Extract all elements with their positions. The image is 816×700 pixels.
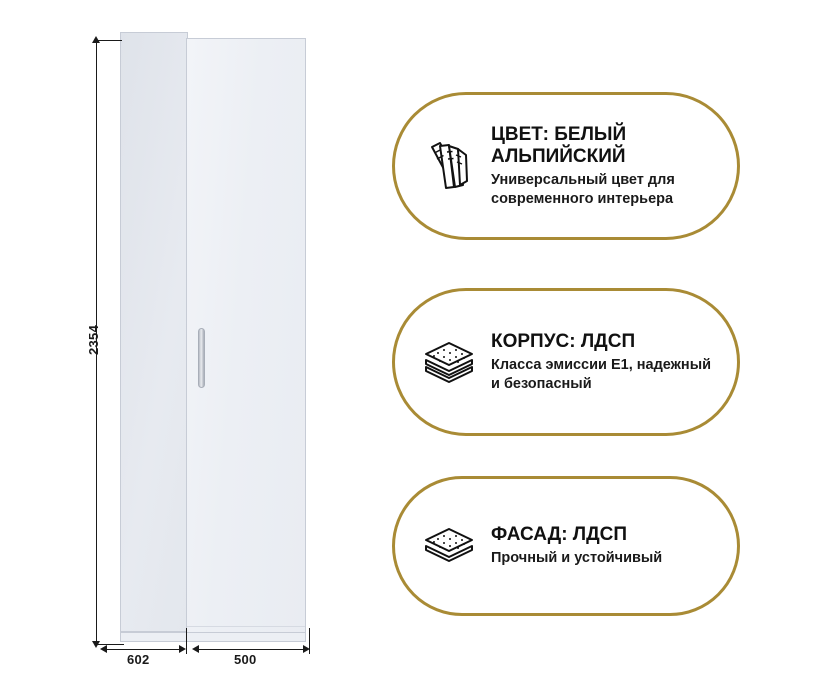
feature-card-color-title: ЦВЕТ: БЕЛЫЙ АЛЬПИЙСКИЙ <box>491 124 627 168</box>
dimension-width-arrow-left <box>192 645 199 653</box>
cabinet-drawing <box>120 32 306 644</box>
feature-card-front-title: ФАСАД: ЛДСП <box>491 524 628 546</box>
feature-card-front-description: Прочный и устойчивый <box>491 550 663 567</box>
feature-card-color <box>392 92 740 240</box>
dimension-width-label: 500 <box>234 652 257 667</box>
dimension-width-line <box>196 649 306 650</box>
dimension-height-tick-top <box>96 40 122 41</box>
dimension-depth-tick-right <box>186 628 187 654</box>
feature-card-body <box>392 288 740 436</box>
dimension-depth-arrow-left <box>100 645 107 653</box>
feature-card-body-text <box>485 331 715 393</box>
feature-card-body-title: КОРПУС: ЛДСП <box>491 331 636 353</box>
dimension-width-tick-right <box>309 628 310 654</box>
chipboard-layers-icon <box>413 326 485 398</box>
cabinet-plinth <box>120 632 306 642</box>
dimension-depth-arrow-right <box>179 645 186 653</box>
chipboard-panel-icon <box>413 510 485 582</box>
product-illustration <box>0 0 380 700</box>
feature-card-front-text <box>485 524 715 567</box>
color-swatch-fan-icon <box>413 130 485 202</box>
feature-cards-panel <box>392 0 816 700</box>
dimension-depth-line <box>104 649 182 650</box>
cabinet-handle <box>198 328 205 388</box>
cabinet-side-panel <box>120 32 188 632</box>
dimension-height-label: 2354 <box>86 324 101 355</box>
dimension-depth-label: 602 <box>127 652 150 667</box>
feature-card-front <box>392 476 740 616</box>
feature-card-color-text <box>485 124 715 208</box>
feature-card-body-description: Класса эмиссии Е1, надежный и безопасный <box>491 357 711 392</box>
feature-card-color-description: Универсальный цвет для современного интерьера <box>491 172 675 207</box>
